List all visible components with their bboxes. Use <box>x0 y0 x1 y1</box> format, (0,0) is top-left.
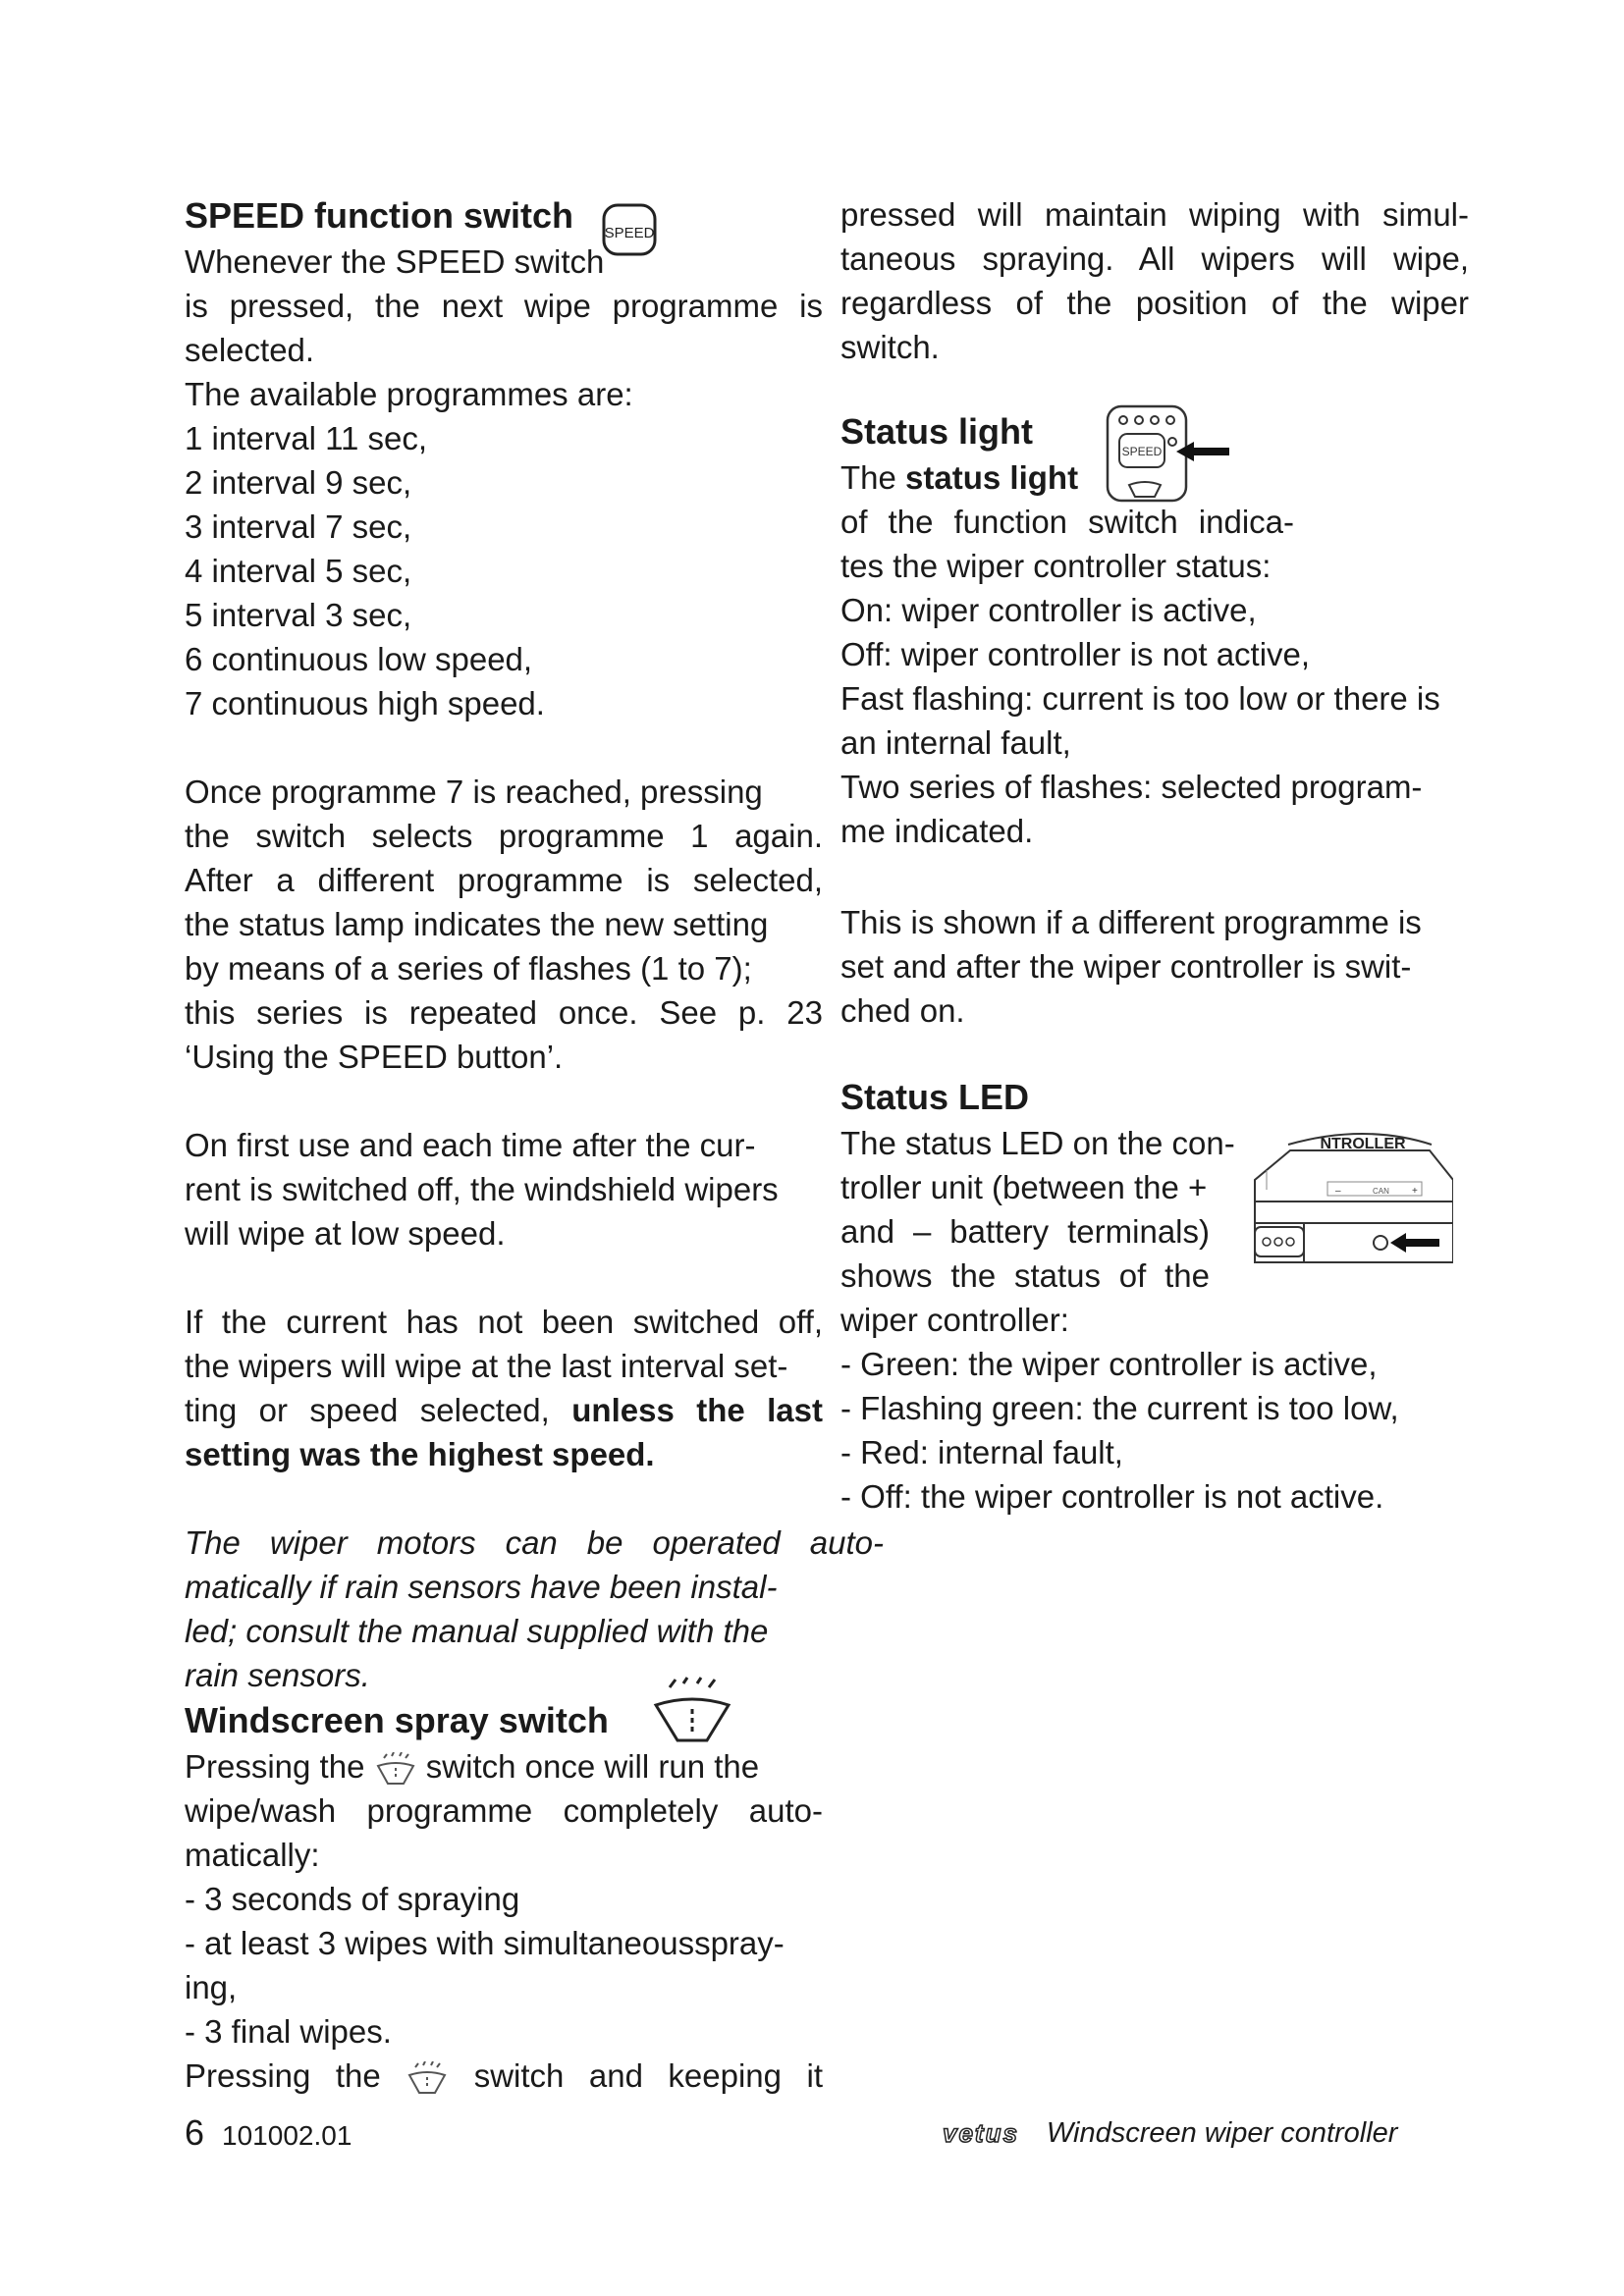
programme-item: 6 continuous low speed, <box>185 641 533 677</box>
spray-last-line <box>185 2054 823 2098</box>
status-light-line1-bold: status light <box>905 459 1079 496</box>
windscreen-spray-icon <box>650 1676 734 1744</box>
status-light-line1-before: The <box>840 459 906 496</box>
spray-line: - 3 seconds of spraying <box>185 1881 520 1917</box>
status-light-para2: ched on. <box>840 992 965 1029</box>
right-column <box>840 192 1469 1519</box>
italic-note-line: rain sensors. <box>185 1657 370 1693</box>
status-light-line: an internal fault, <box>840 724 1071 761</box>
para3-line: rent is switched off, the windshield wipers <box>185 1171 779 1207</box>
spray-line: wipe/wash programme completely auto- <box>185 1792 823 1829</box>
status-led-item: - Off: the wiper controller is not active. <box>840 1478 1384 1515</box>
speed-switch-icon <box>601 202 658 257</box>
spray-inline-icon <box>374 1752 417 1786</box>
status-light-line: Fast flashing: current is too low or there is <box>840 680 1440 717</box>
spray-line1 <box>185 1744 823 1789</box>
status-light-line: Off: wiper controller is not active, <box>840 636 1311 672</box>
programme-item: 1 interval 11 sec, <box>185 420 428 456</box>
para4-line3 <box>185 1388 823 1432</box>
status-led-line: wiper controller: <box>840 1302 1069 1338</box>
italic-note-line: matically if rain sensors have been instal- <box>185 1569 778 1605</box>
para3-line: On first use and each time after the cur- <box>185 1127 756 1163</box>
status-led-line: troller unit (between the + <box>840 1169 1208 1205</box>
doc-code: 101002.01 <box>222 2120 352 2151</box>
status-light-line2: of the function switch indica- <box>840 504 1294 540</box>
status-led-line: and – battery terminals) <box>840 1213 1210 1250</box>
para2-line: this series is repeated once. See p. 23 <box>185 994 823 1031</box>
speed-heading: SPEED function switch <box>185 195 574 236</box>
spray-last-after: switch and keeping it <box>449 2057 823 2094</box>
status-led-line: The status LED on the con- <box>840 1125 1235 1161</box>
spray-line1-after: switch once will run the <box>416 1748 760 1785</box>
para2-line: After a different programme is selected, <box>185 862 823 898</box>
programme-item: 3 interval 7 sec, <box>185 508 412 545</box>
programme-item: 7 continuous high speed. <box>185 685 545 721</box>
status-light-heading: Status light <box>840 411 1033 452</box>
speed-icon-label: SPEED <box>604 225 655 241</box>
spray-line: matically: <box>185 1837 320 1873</box>
status-light-line: On: wiper controller is active, <box>840 592 1257 628</box>
speed-intro-1: Whenever the SPEED switch <box>185 243 605 280</box>
para4-line3-bold: unless the last <box>571 1392 824 1428</box>
status-led-line: shows the status of the <box>840 1257 1210 1294</box>
status-light-icon-label: SPEED <box>1121 445 1163 458</box>
spray-line: - at least 3 wipes with simultaneousspray- <box>185 1925 785 1961</box>
para4-bold-end <box>185 1432 823 1476</box>
svg-text:–: – <box>1335 1186 1341 1197</box>
cont-line: switch. <box>840 329 940 365</box>
footer-title: Windscreen wiper controller <box>1046 2117 1398 2149</box>
programme-item: 4 interval 5 sec, <box>185 553 412 589</box>
status-light-line: tes the wiper controller status: <box>840 548 1272 584</box>
status-led-item: - Red: internal fault, <box>840 1434 1123 1470</box>
cont-line: taneous spraying. All wipers will wipe, <box>840 240 1469 277</box>
function-switch-icon <box>1104 402 1241 530</box>
italic-note-line: led; consult the manual supplied with the <box>185 1613 769 1649</box>
spray-heading: Windscreen spray switch <box>185 1700 609 1740</box>
cont-line: regardless of the position of the wiper <box>840 285 1469 321</box>
status-light-para2: set and after the wiper controller is swit- <box>840 948 1412 985</box>
spray-last-before: Pressing the <box>185 2057 406 2094</box>
italic-note-line: The wiper motors can be operated auto- <box>185 1524 884 1561</box>
spray-inline-icon-2 <box>406 2061 449 2095</box>
controller-unit-illustration <box>1247 1111 1453 1278</box>
para2-line: by means of a series of flashes (1 to 7); <box>185 950 752 987</box>
para2-line: the status lamp indicates the new setting <box>185 906 769 942</box>
para4-bold-end-text: setting was the highest speed. <box>185 1436 655 1472</box>
footer-left <box>185 2112 352 2154</box>
controller-label: NTROLLER <box>1320 1136 1406 1152</box>
left-column <box>185 192 884 2098</box>
status-led-item: - Green: the wiper controller is active, <box>840 1346 1378 1382</box>
para3-line: will wipe at low speed. <box>185 1215 506 1252</box>
status-light-line: Two series of flashes: selected program- <box>840 769 1423 805</box>
page-number: 6 <box>185 2112 205 2153</box>
para4-line3-plain: ting or speed selected, <box>185 1392 572 1428</box>
para4-line: the wipers will wipe at the last interval set- <box>185 1348 788 1384</box>
para4-line: If the current has not been switched off, <box>185 1304 823 1340</box>
para2-line: Once programme 7 is reached, pressing <box>185 774 763 810</box>
status-led-item: - Flashing green: the current is too low, <box>840 1390 1399 1426</box>
speed-intro-2: is pressed, the next wipe programme is <box>185 288 823 324</box>
status-led-heading: Status LED <box>840 1077 1030 1117</box>
programme-item: 5 interval 3 sec, <box>185 597 412 633</box>
para2-line: the switch selects programme 1 again. <box>185 818 823 854</box>
para2-line: ‘Using the SPEED button’. <box>185 1039 564 1075</box>
spray-line: - 3 final wipes. <box>185 2013 392 2050</box>
svg-text:+: + <box>1412 1186 1418 1197</box>
speed-intro-3: selected. <box>185 332 315 368</box>
cont-line: pressed will maintain wiping with simul- <box>840 196 1469 233</box>
spray-line1-before: Pressing the <box>185 1748 374 1785</box>
footer-right <box>943 2116 1397 2150</box>
brand-logo: vetus <box>943 2118 1019 2148</box>
spray-line: ing, <box>185 1969 238 2005</box>
controller-small-label: CAN <box>1373 1187 1389 1196</box>
programme-item: 2 interval 9 sec, <box>185 464 412 501</box>
programmes-intro: The available programmes are: <box>185 376 633 412</box>
status-light-line: me indicated. <box>840 813 1034 849</box>
status-light-para2: This is shown if a different programme is <box>840 904 1422 940</box>
